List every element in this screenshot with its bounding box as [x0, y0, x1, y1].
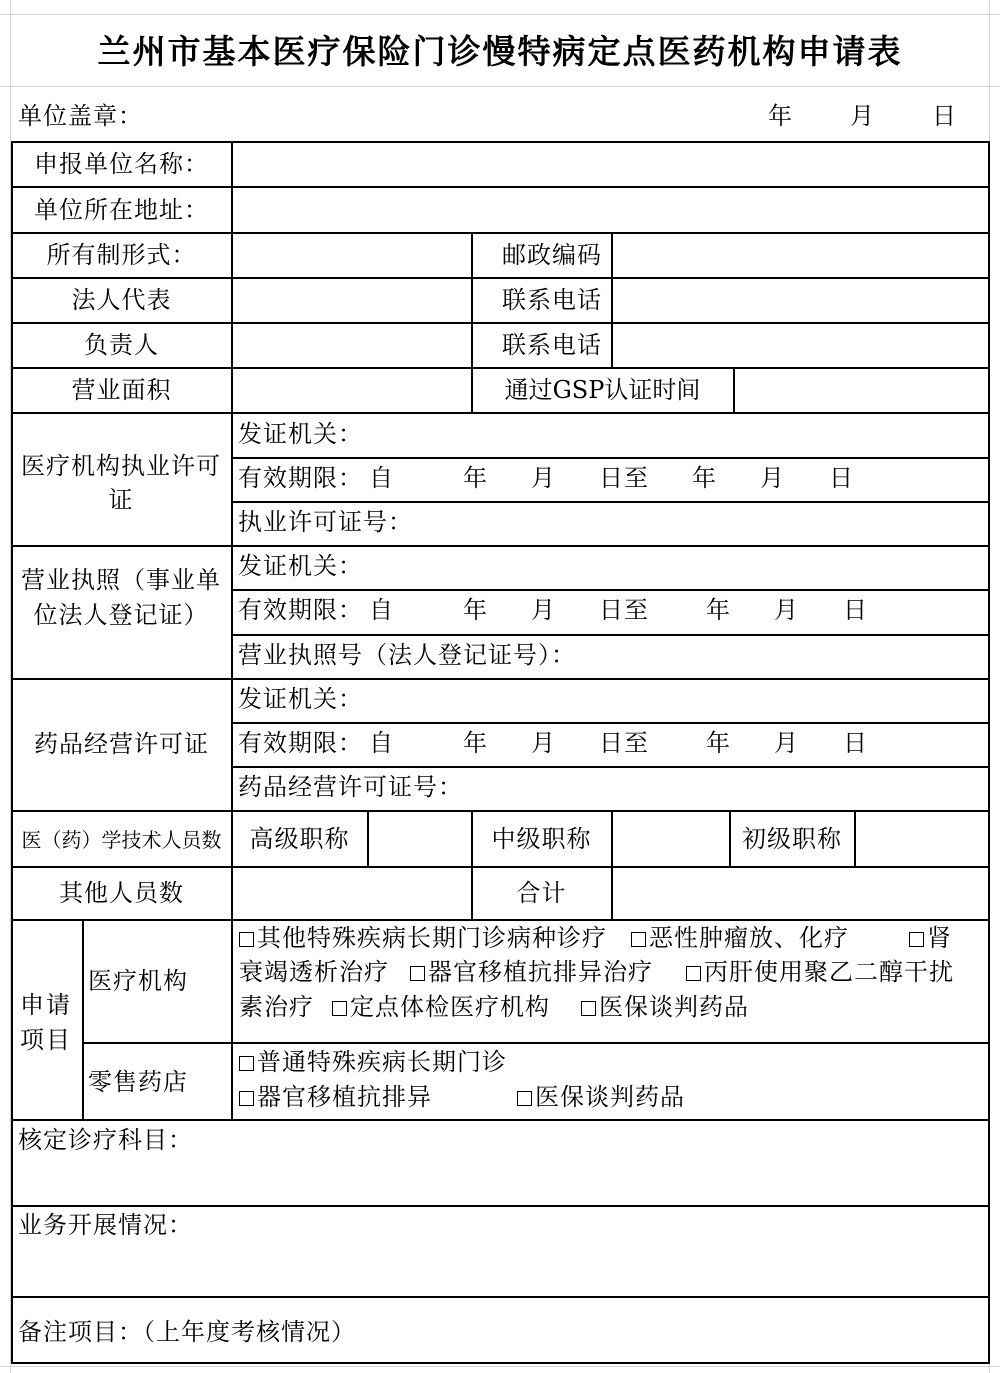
business-validity-d2: 日: [843, 596, 868, 624]
checkbox-icon[interactable]: [239, 1056, 254, 1071]
option-medical-2[interactable]: 恶性肿瘤放、化疗: [631, 924, 849, 952]
table-line: [231, 589, 990, 591]
table-line: [11, 1362, 990, 1364]
label-phone-1: 联系电话: [502, 286, 602, 314]
drug-validity-y1: 年: [463, 729, 488, 757]
option-medical-5-label-part2: 素治疗: [239, 993, 314, 1021]
table-line: [231, 766, 990, 768]
checkbox-icon[interactable]: [239, 1091, 254, 1106]
checkbox-icon[interactable]: [686, 966, 701, 981]
table-line: [11, 186, 990, 188]
drug-validity-d1: 日至: [599, 729, 649, 757]
business-validity-from: 自: [369, 596, 394, 624]
form-title: 兰州市基本医疗保险门诊慢特病定点医药机构申请表: [97, 32, 903, 71]
table-line: [11, 367, 990, 369]
medical-validity-y2: 年: [692, 464, 717, 492]
medical-license-number: 执业许可证号：: [238, 508, 413, 536]
seal-day: 日: [932, 102, 957, 130]
checkbox-icon[interactable]: [332, 1001, 347, 1016]
label-total: 合计: [516, 879, 567, 907]
checkbox-icon[interactable]: [631, 932, 646, 947]
option-medical-7[interactable]: 医保谈判药品: [581, 993, 749, 1021]
table-line: [231, 919, 233, 1119]
drug-validity-m1: 月: [531, 729, 556, 757]
table-line: [854, 810, 856, 866]
table-line: [231, 141, 233, 810]
label-technical-staff: 医（药）学技术人员数: [21, 828, 222, 852]
label-senior-title: 高级职称: [249, 825, 350, 853]
table-line: [11, 866, 990, 868]
table-line: [11, 277, 990, 279]
grid-line: [0, 1366, 1000, 1367]
seal-month: 月: [850, 102, 875, 130]
grid-line: [0, 14, 1000, 15]
medical-validity-d2: 日: [829, 464, 854, 492]
label-middle-title: 中级职称: [491, 825, 592, 853]
medical-issuer: 发证机关：: [238, 420, 363, 448]
checkbox-icon[interactable]: [410, 966, 425, 981]
checkbox-icon[interactable]: [239, 932, 254, 947]
label-unit-name: 申报单位名称：: [34, 150, 209, 178]
option-medical-3-label-part1: 肾: [927, 924, 952, 952]
business-validity-y1: 年: [463, 596, 488, 624]
seal-year: 年: [768, 102, 793, 130]
table-line: [11, 919, 990, 921]
drug-validity-from: 自: [369, 729, 394, 757]
option-medical-4[interactable]: 器官移植抗排异治疗: [410, 958, 653, 986]
table-line: [611, 810, 613, 919]
table-line: [11, 1119, 990, 1121]
drug-validity-m2: 月: [774, 729, 799, 757]
table-line: [231, 634, 990, 636]
table-line: [611, 232, 613, 367]
table-line: [231, 501, 990, 503]
option-medical-1[interactable]: 其他特殊疾病长期门诊病种诊疗: [239, 924, 607, 952]
label-business-status: 业务开展情况：: [18, 1211, 193, 1239]
label-business-license: 营业执照（事业单位法人登记证）: [21, 566, 221, 629]
option-medical-5[interactable]: [686, 958, 954, 986]
table-line: [82, 919, 84, 1119]
table-line: [231, 457, 990, 459]
business-validity-d1: 日至: [599, 596, 649, 624]
option-pharmacy-3[interactable]: 医保谈判药品: [517, 1083, 685, 1111]
table-line: [11, 1205, 990, 1207]
checkbox-icon[interactable]: [581, 1001, 596, 1016]
table-line: [11, 412, 990, 414]
table-line: [11, 545, 990, 547]
label-retail-pharmacy: 零售药店: [88, 1068, 188, 1096]
drug-issuer: 发证机关：: [238, 685, 363, 713]
business-validity-label: 有效期限：: [238, 596, 363, 624]
table-line: [231, 722, 990, 724]
medical-validity-y1: 年: [463, 464, 488, 492]
label-gsp-time: 通过GSP认证时间: [504, 376, 701, 404]
label-application-items: 申请项目: [20, 991, 72, 1054]
table-line: [11, 141, 990, 143]
medical-validity-d1: 日至: [599, 464, 649, 492]
label-approved-departments: 核定诊疗科目：: [18, 1126, 193, 1154]
drug-validity-y2: 年: [706, 729, 731, 757]
label-drug-license: 药品经营许可证: [34, 730, 209, 758]
label-remarks: 备注项目：（上年度考核情况）: [18, 1318, 356, 1346]
drug-license-number: 药品经营许可证号：: [238, 773, 463, 801]
drug-validity-d2: 日: [843, 729, 868, 757]
business-validity-m2: 月: [774, 596, 799, 624]
table-line: [11, 810, 990, 812]
medical-validity-m2: 月: [760, 464, 785, 492]
table-border: [988, 141, 990, 1363]
label-junior-title: 初级职称: [742, 825, 842, 853]
business-license-number: 营业执照号（法人登记证号）：: [238, 641, 576, 669]
table-line: [11, 232, 990, 234]
checkbox-icon[interactable]: [517, 1091, 532, 1106]
grid-line: [0, 86, 1000, 87]
business-validity-m1: 月: [531, 596, 556, 624]
label-business-area: 营业面积: [71, 376, 172, 404]
table-line: [11, 678, 990, 680]
label-ownership: 所有制形式：: [46, 241, 197, 269]
medical-validity-m1: 月: [531, 464, 556, 492]
option-medical-6[interactable]: 定点体检医疗机构: [332, 993, 550, 1021]
checkbox-icon[interactable]: [909, 932, 924, 947]
label-person-in-charge: 负责人: [84, 331, 159, 359]
option-pharmacy-2[interactable]: 器官移植抗排异: [239, 1083, 432, 1111]
option-medical-5-cont: [239, 993, 314, 1021]
seal-label: 单位盖章：: [18, 102, 143, 130]
medical-validity-from: 自: [369, 464, 394, 492]
label-other-staff: 其他人员数: [59, 879, 184, 907]
table-line: [733, 367, 735, 412]
table-line: [367, 810, 369, 866]
business-issuer: 发证机关：: [238, 552, 363, 580]
medical-validity-label: 有效期限：: [238, 464, 363, 492]
label-phone-2: 联系电话: [502, 331, 602, 359]
option-medical-3-label-part2: 衰竭透析治疗: [239, 958, 389, 986]
label-unit-address: 单位所在地址：: [34, 196, 209, 224]
label-legal-rep: 法人代表: [71, 286, 172, 314]
table-line: [11, 1296, 990, 1298]
label-postal-code: 邮政编码: [502, 241, 602, 269]
option-medical-3-cont: [239, 958, 389, 986]
option-medical-3[interactable]: [909, 924, 952, 952]
label-medical-institution: 医疗机构: [88, 967, 188, 995]
option-pharmacy-1[interactable]: 普通特殊疾病长期门诊: [239, 1048, 507, 1076]
table-line: [82, 1042, 990, 1044]
option-medical-5-label-part1: 丙肝使用聚乙二醇干扰: [704, 958, 954, 986]
table-line: [11, 322, 990, 324]
drug-validity-label: 有效期限：: [238, 729, 363, 757]
label-medical-license: 医疗机构执业许可证: [21, 452, 221, 514]
business-validity-y2: 年: [706, 596, 731, 624]
